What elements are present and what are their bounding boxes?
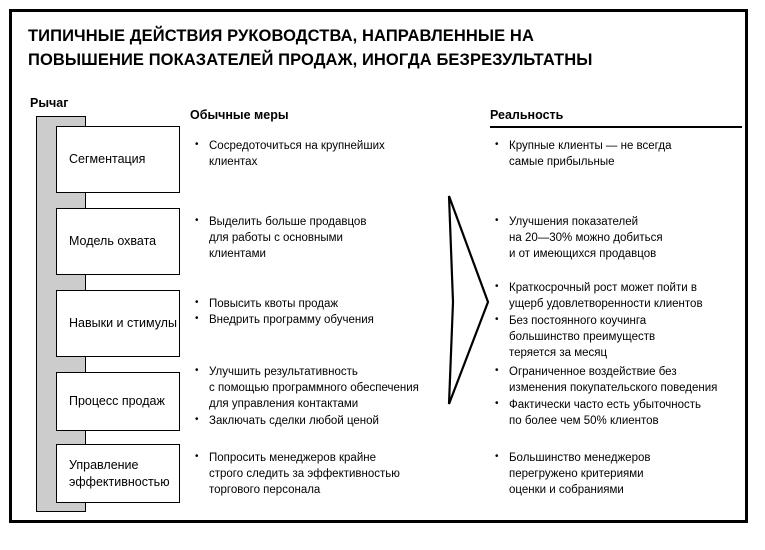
lever-box-skills-incentives[interactable]	[56, 290, 180, 357]
list-item	[194, 214, 366, 262]
lever-label-line: Процесс продаж	[69, 394, 165, 408]
list-item	[494, 364, 717, 396]
column-heading-lever: Рычаг	[30, 96, 69, 110]
lever-box-coverage-model[interactable]	[56, 208, 180, 275]
list-item	[494, 313, 703, 361]
list-item	[194, 413, 419, 429]
bullet-line: • Ограниченное воздействие без	[509, 366, 677, 378]
list-item	[494, 214, 663, 262]
bullet-line: большинство преимуществ	[509, 331, 656, 343]
bullet-line: • Краткосрочный рост может пойти в	[509, 282, 697, 294]
reality-heading-rule	[490, 126, 742, 128]
chevron-right-arrow	[444, 192, 492, 408]
lever-box-label	[69, 457, 179, 491]
bullet-line: клиентах	[209, 156, 258, 168]
list-item	[494, 450, 650, 498]
lever-box-label	[69, 393, 165, 410]
lever-label-line: Сегментация	[69, 152, 146, 166]
bullet-line: • Повысить квоты продаж	[209, 298, 339, 310]
bullet-line: на 20—30% можно добиться	[509, 232, 663, 244]
reality-group	[494, 364, 717, 429]
list-item	[494, 280, 703, 312]
title-line-2: ПОВЫШЕНИЕ ПОКАЗАТЕЛЕЙ ПРОДАЖ, ИНОГДА БЕЗРЕЗУЛЬТАТНЫ	[28, 51, 593, 69]
reality-group	[494, 214, 663, 262]
bullet-line: для работы с основными	[209, 232, 343, 244]
list-item	[194, 296, 374, 312]
column-heading-usual-measures: Обычные меры	[190, 108, 289, 122]
bullet-line: • Улучшить результативность	[209, 366, 358, 378]
list-item	[194, 364, 419, 412]
list-item	[194, 312, 374, 328]
bullet-line: • Большинство менеджеров	[509, 452, 651, 464]
reality-group	[494, 138, 671, 170]
usual-measures-group	[194, 138, 385, 170]
bullet-line: • Попросить менеджеров крайне	[209, 452, 376, 464]
bullet-line: • Фактически часто есть убыточность	[509, 399, 702, 411]
bullet-line: самые прибыльные	[509, 156, 615, 168]
lever-box-sales-process[interactable]	[56, 372, 180, 431]
lever-box-label	[69, 233, 156, 250]
lever-label-line: стимулы	[127, 316, 177, 330]
bullet-line: • Заключать сделки любой ценой	[209, 415, 379, 427]
usual-measures-group	[194, 296, 374, 328]
bullet-line: для управления контактами	[209, 398, 359, 410]
bullet-line: клиентами	[209, 248, 266, 260]
lever-box-label	[69, 315, 177, 332]
bullet-line: с помощью программного обеспечения	[209, 382, 419, 394]
bullet-line: оценки и собраниями	[509, 484, 624, 496]
lever-box-performance-management[interactable]	[56, 444, 180, 503]
lever-label-line: Навыки и	[69, 316, 124, 330]
slide-frame	[9, 9, 748, 523]
usual-measures-group	[194, 214, 366, 262]
list-item	[494, 397, 717, 429]
bullet-line: строго следить за эффективностью	[209, 468, 400, 480]
usual-measures-group	[194, 450, 400, 498]
bullet-line: перегружено критериями	[509, 468, 644, 480]
lever-label-line: эффективностью	[69, 474, 170, 489]
lever-box-segmentation[interactable]	[56, 126, 180, 193]
bullet-line: • Выделить больше продавцов	[209, 216, 367, 228]
title-line-1: ТИПИЧНЫЕ ДЕЙСТВИЯ РУКОВОДСТВА, НАПРАВЛЕННЫЕ НА	[28, 27, 534, 45]
bullet-line: • Крупные клиенты — не всегда	[509, 140, 672, 152]
page-title	[28, 24, 728, 72]
list-item	[494, 138, 671, 170]
reality-group	[494, 450, 650, 498]
bullet-line: изменения покупательского поведения	[509, 382, 718, 394]
bullet-line: торгового персонала	[209, 484, 321, 496]
list-item	[194, 450, 400, 498]
bullet-line: и от имеющихся продавцов	[509, 248, 657, 260]
usual-measures-group	[194, 364, 419, 429]
lever-label-line: Управление	[69, 457, 139, 472]
column-heading-reality: Реальность	[490, 108, 564, 122]
bullet-line: • Улучшения показателей	[509, 216, 639, 228]
bullet-line: • Внедрить программу обучения	[209, 314, 374, 326]
list-item	[194, 138, 385, 170]
bullet-line: по более чем 50% клиентов	[509, 415, 659, 427]
lever-label-line: Модель охвата	[69, 234, 157, 248]
reality-group	[494, 280, 703, 361]
bullet-line: ущерб удовлетворенности клиентов	[509, 298, 703, 310]
lever-box-label	[69, 151, 145, 168]
bullet-line: теряется за месяц	[509, 347, 608, 359]
bullet-line: • Сосредоточиться на крупнейших	[209, 140, 385, 152]
bullet-line: • Без постоянного коучинга	[509, 315, 647, 327]
